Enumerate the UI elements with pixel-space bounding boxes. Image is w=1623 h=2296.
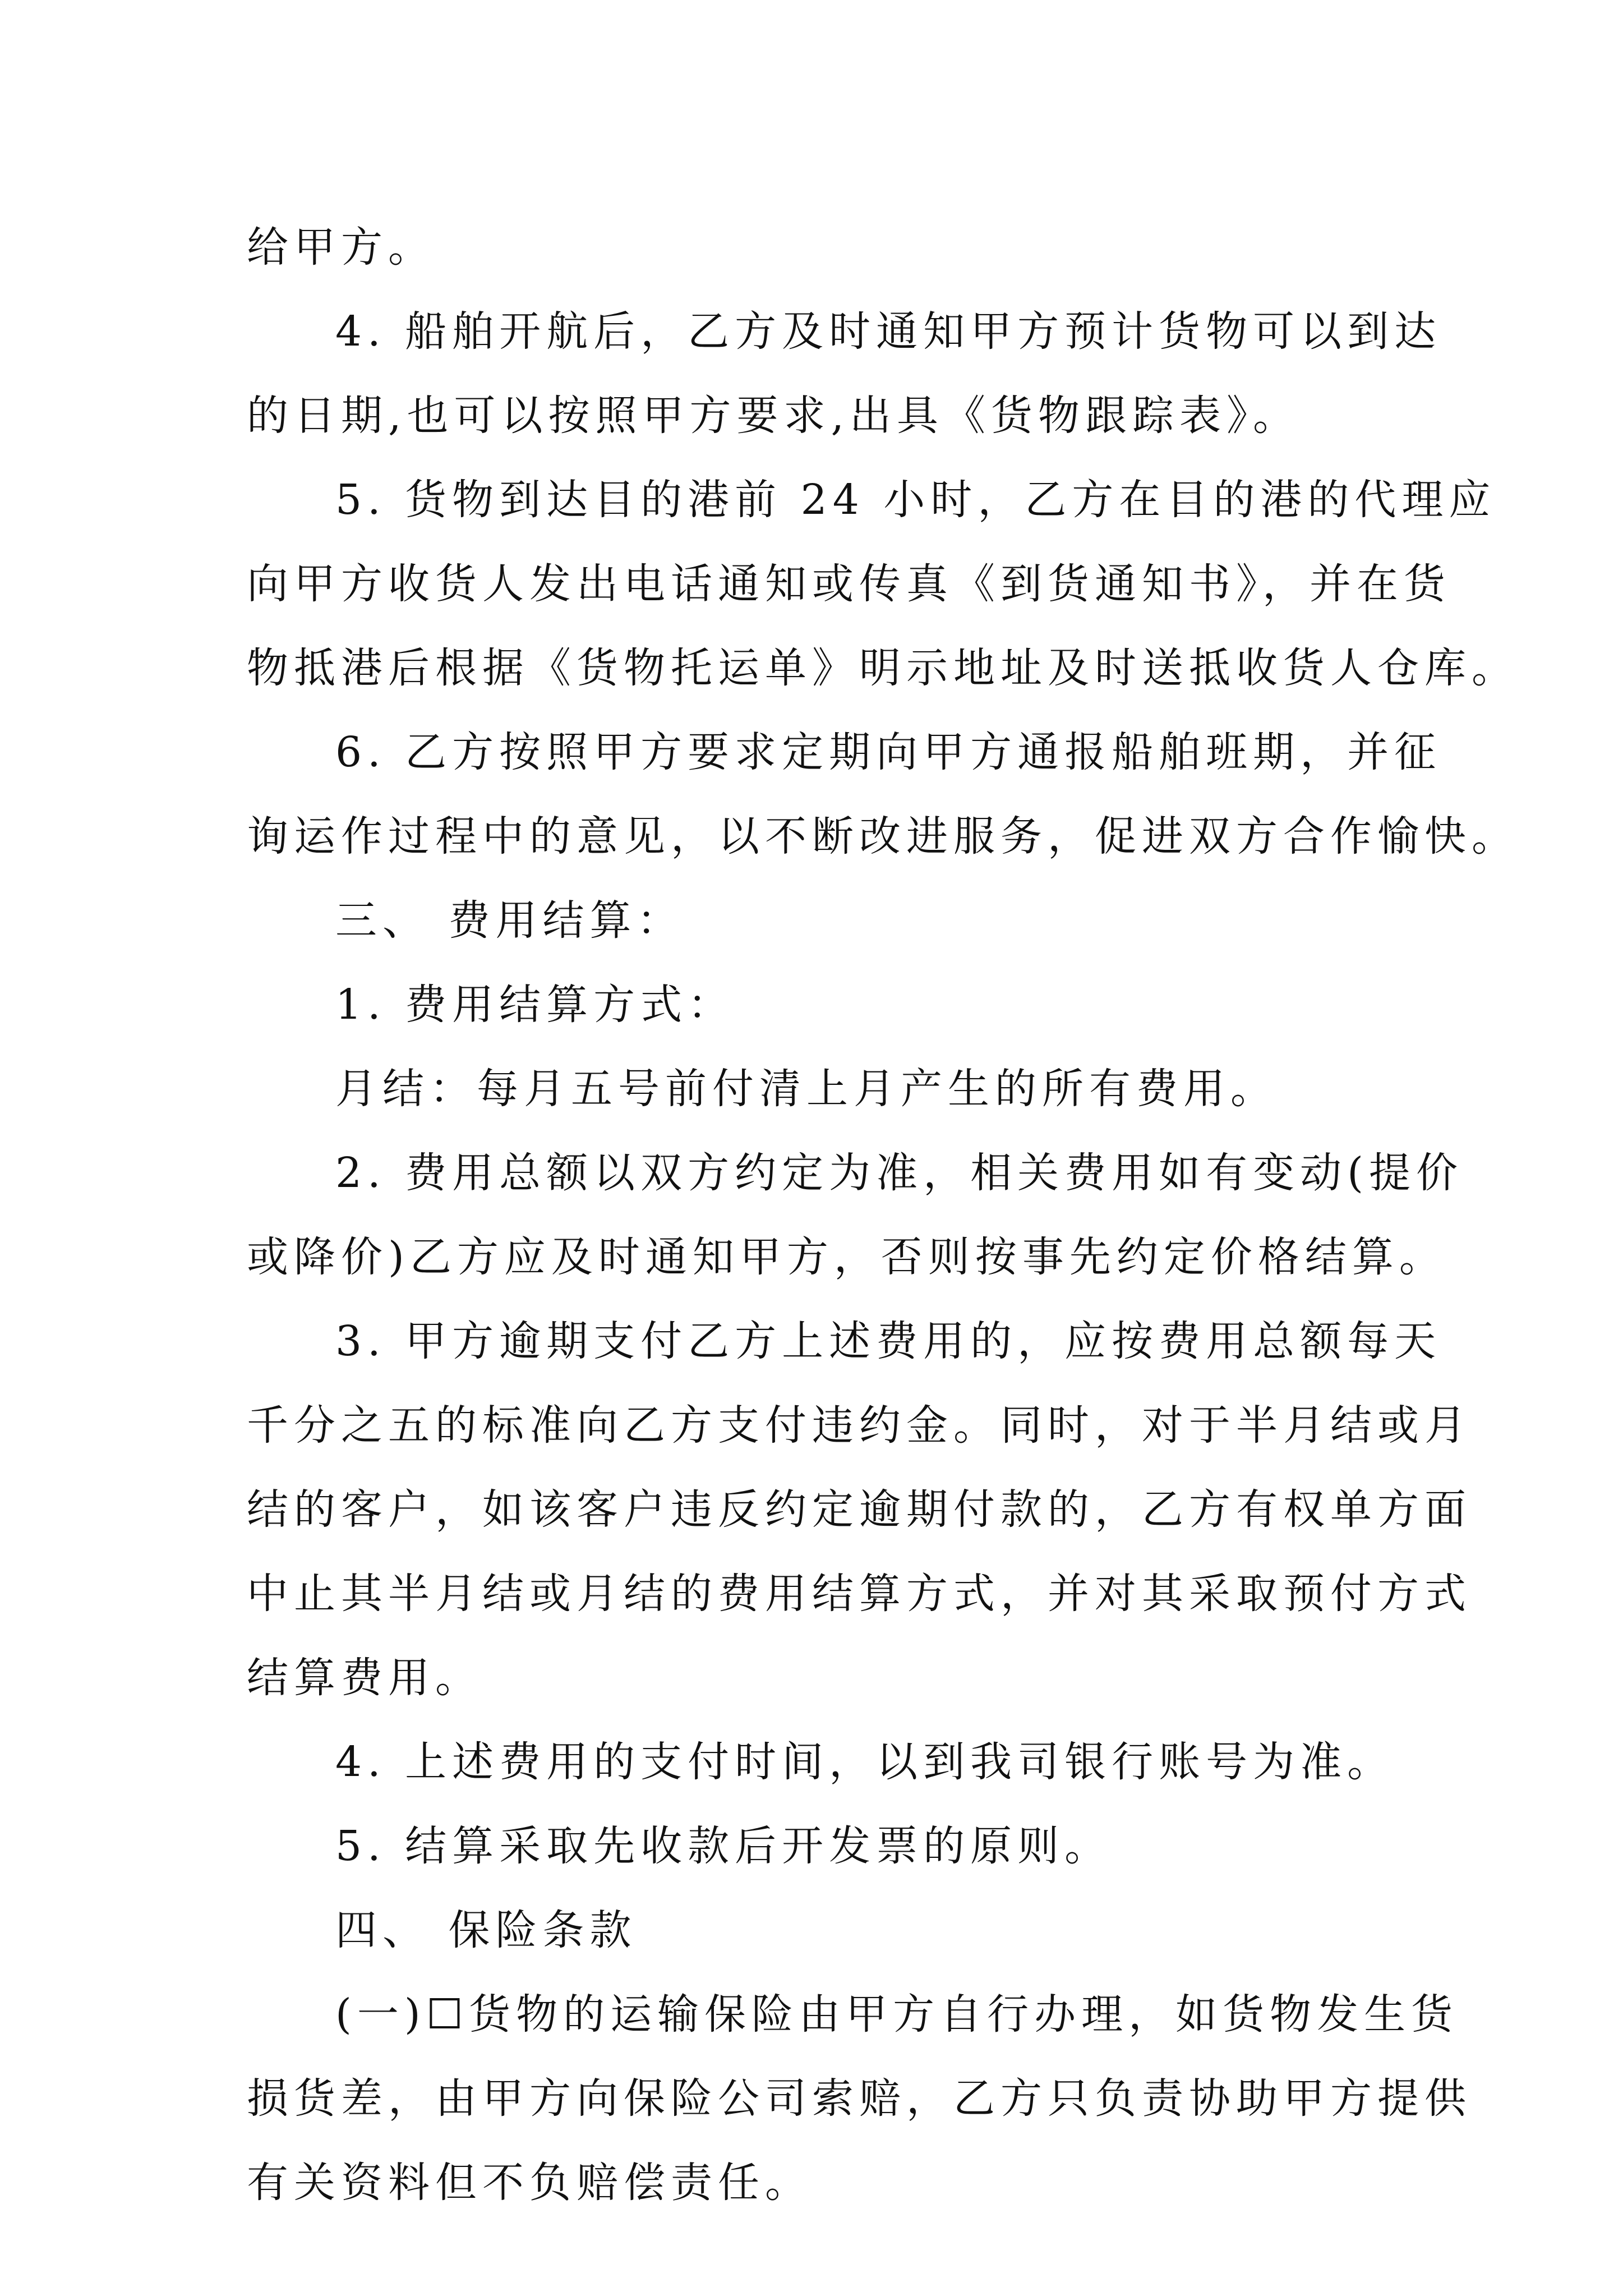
- payment-clause-1: 1. 费用结算方式：: [335, 981, 735, 1029]
- insurance-clause-1-line-3: 有关资料但不负赔偿责任。: [247, 2159, 812, 2207]
- contract-body-text: [247, 205, 1519, 2225]
- clause-5-line-3: 物抵港后根据《货物托运单》明示地址及时送抵收货人仓库。: [247, 644, 1519, 692]
- payment-clause-3-line-1: 3. 甲方逾期支付乙方上述费用的，应按费用总额每天: [335, 1317, 1442, 1365]
- payment-clause-2-line-2: 或降价)乙方应及时通知甲方，否则按事先约定价格结算。: [247, 1233, 1446, 1281]
- payment-clause-2-line-1: 2. 费用总额以双方约定为准，相关费用如有变动(提价: [335, 1149, 1463, 1197]
- monthly-settlement-line: 月结：每月五号前付清上月产生的所有费用。: [335, 1065, 1278, 1113]
- clause-4-line-1: 4. 船舶开航后，乙方及时通知甲方预计货物可以到达: [335, 307, 1442, 356]
- payment-clause-3-line-4: 中止其半月结或月结的费用结算方式，并对其采取预付方式: [247, 1570, 1472, 1618]
- section-3-heading: 三、 费用结算：: [335, 896, 684, 945]
- payment-clause-3-line-5: 结算费用。: [247, 1654, 482, 1702]
- clause-6-line-2: 询运作过程中的意见，以不断改进服务，促进双方合作愉快。: [247, 812, 1519, 861]
- insurance-clause-1-line-1: (一)☐货物的运输保险由甲方自行办理，如货物发生货: [335, 1990, 1459, 2039]
- payment-clause-5: 5. 结算采取先收款后开发票的原则。: [335, 1822, 1112, 1870]
- payment-clause-4: 4. 上述费用的支付时间，以到我司银行账号为准。: [335, 1738, 1395, 1786]
- clause-4-line-2: 的日期,也可以按照甲方要求,出具《货物跟踪表》。: [247, 392, 1301, 440]
- text-line: 给甲方。: [247, 223, 435, 272]
- insurance-clause-1-line-2: 损货差，由甲方向保险公司索赔，乙方只负责协助甲方提供: [247, 2074, 1472, 2123]
- payment-clause-3-line-2: 千分之五的标准向乙方支付违约金。同时，对于半月结或月: [247, 1401, 1472, 1450]
- section-4-heading: 四、 保险条款: [335, 1906, 637, 1954]
- payment-clause-3-line-3: 结的客户，如该客户违反约定逾期付款的，乙方有权单方面: [247, 1485, 1472, 1534]
- clause-5-line-1: 5. 货物到达目的港前 24 小时，乙方在目的港的代理应: [335, 476, 1496, 524]
- clause-6-line-1: 6. 乙方按照甲方要求定期向甲方通报船舶班期，并征: [335, 728, 1442, 776]
- clause-5-line-2: 向甲方收货人发出电话通知或传真《到货通知书》，并在货: [247, 560, 1451, 608]
